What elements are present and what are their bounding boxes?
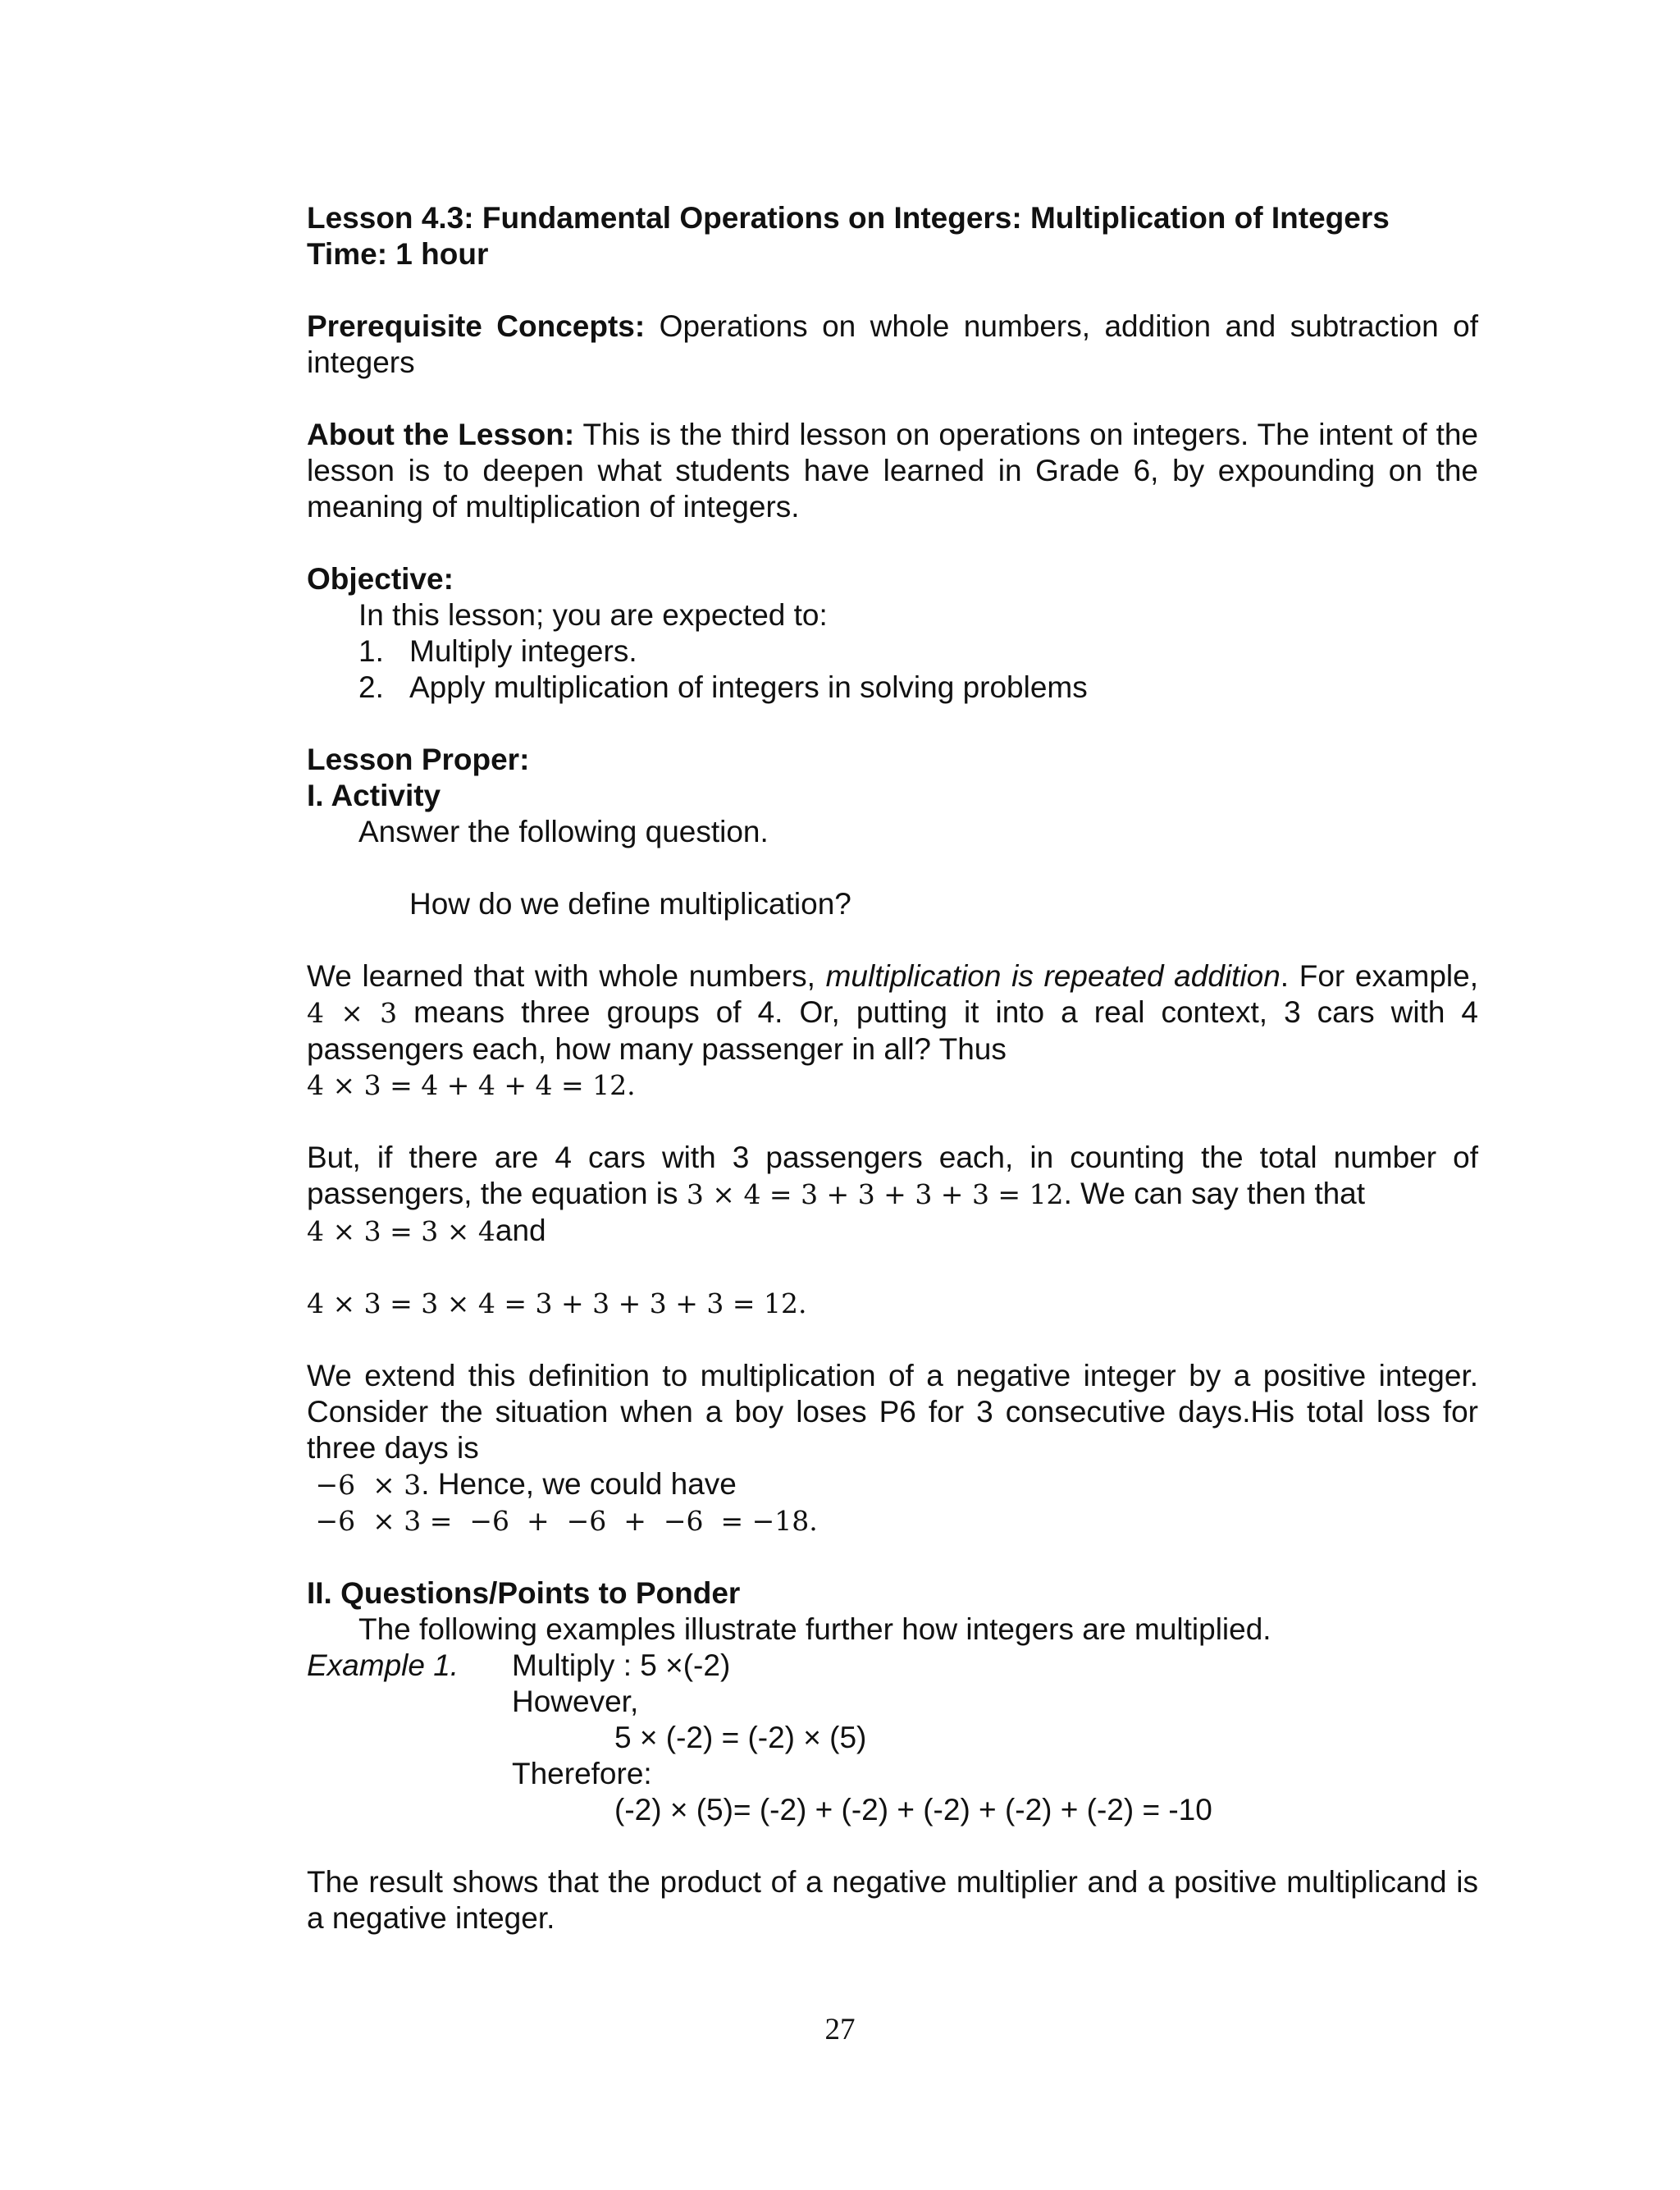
lesson-page [307,200,1478,1936]
questions-intro: The following examples illustrate further how integers are multiplied. [358,1612,1271,1646]
discussion-paragraph-1 [307,958,1478,1068]
example-line: 5 × (-2) = (-2) × (5) [614,1721,867,1754]
text-run: But, if there are 4 cars with 3 passengers each, in counting the total number of passengers, the equation is [307,1141,1478,1210]
questions-heading: II. Questions/Points to Ponder [307,1576,741,1610]
objective-item-text: Multiply integers. [409,634,637,668]
math-equation: −6 × 3 = −6 + −6 + −6 = −18. [307,1505,818,1537]
text-run: . For example, [1280,959,1479,993]
objective-item-text: Apply multiplication of integers in solving problems [409,670,1088,704]
objective-item [307,633,1478,670]
math-expression: 3 × 4 = 3 + 3 + 3 + 3 = 12 [686,1178,1064,1210]
example-row [307,1648,1478,1684]
math-expression: −6 × 3 [307,1469,422,1501]
activity-question: How do we define multiplication? [409,887,851,921]
discussion-paragraph-2 [307,1140,1478,1213]
objective-intro: In this lesson; you are expected to: [358,598,828,632]
about-text: This is the third lesson on operations on integers. The intent of the lesson is to deepen what students have learned in Grade 6, by expounding on the meaning of multiplication of integers. [307,418,1479,523]
math-equation: 4 × 3 = 4 + 4 + 4 = 12. [307,1069,636,1101]
text-run: We learned that with whole numbers, [307,959,826,993]
math-equation: 4 × 3 = 3 × 4 = 3 + 3 + 3 + 3 = 12. [307,1287,807,1319]
about-paragraph [307,417,1478,525]
objective-heading: Objective: [307,562,454,596]
text-run: means three groups of 4. Or, putting it into a real context, 3 cars with 4 passengers each, how many passenger in all? Thus [307,995,1478,1066]
discussion-line [307,1213,1478,1250]
emphasis-text: multiplication is repeated addition [825,959,1281,993]
math-expression: 4 × 3 = 3 × 4 [307,1215,495,1247]
text-run: . Hence, we could have [421,1467,737,1501]
example-line: (-2) × (5)= (-2) + (-2) + (-2) + (-2) + (-2) = -10 [614,1793,1212,1827]
activity-heading: I. Activity [307,779,441,812]
objective-item [307,670,1478,706]
discussion-line [307,1466,1478,1503]
text-run: and [495,1214,546,1247]
discussion-paragraph-3: We extend this definition to multiplication of a negative integer by a positive integer. Consider the situation when a boy loses P6 for 3 consecutive days.His total loss for three days is [307,1359,1478,1465]
prerequisite-text: Operations on whole numbers, addition and subtraction of integers [307,309,1478,379]
activity-instruction: Answer the following question. [358,815,769,848]
prerequisite-label: Prerequisite Concepts: [307,309,646,343]
text-run: . We can say then that [1063,1177,1366,1210]
objective-item-number: 1. [358,634,384,668]
lesson-time: Time: 1 hour [307,237,489,271]
lesson-title: Lesson 4.3: Fundamental Operations on Integers: Multiplication of Integers [307,201,1390,235]
objective-item-number: 2. [358,670,384,704]
lesson-proper-heading: Lesson Proper: [307,743,530,776]
example-line: Multiply : 5 ×(-2) [512,1648,731,1682]
conclusion-paragraph: The result shows that the product of a negative multiplier and a positive multiplicand is a negative integer. [307,1865,1478,1935]
prerequisite-paragraph [307,309,1478,381]
example-label: Example 1. [307,1648,459,1682]
example-line: However, [512,1685,639,1718]
example-line: Therefore: [512,1757,652,1790]
about-label: About the Lesson: [307,418,575,451]
math-expression: 4 × 3 [307,997,398,1029]
page-number: 27 [824,2013,856,2046]
